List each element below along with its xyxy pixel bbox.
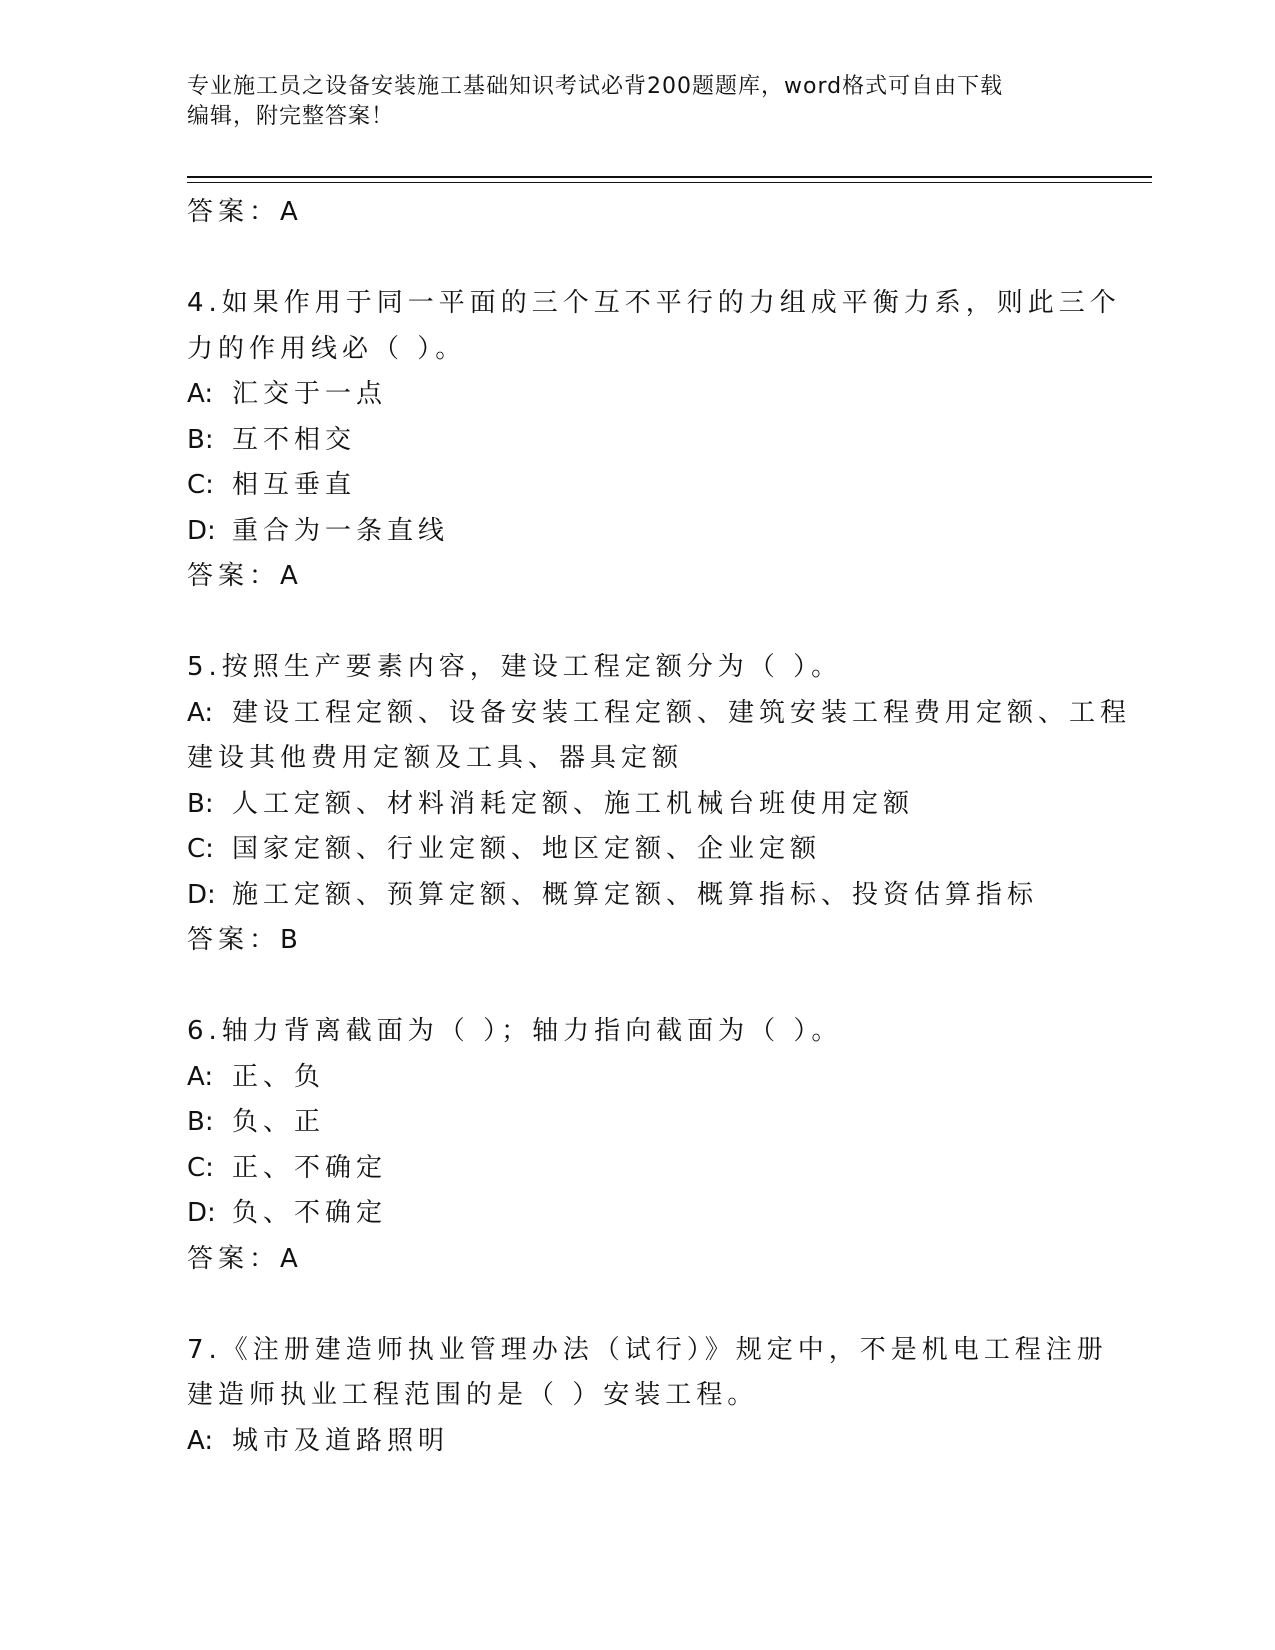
- option-letter: B:: [187, 1107, 214, 1137]
- answer-line: 答案：B: [187, 925, 303, 955]
- option-a: [187, 691, 1132, 737]
- option-text: 人工定额、材料消耗定额、施工机械台班使用定额: [232, 788, 915, 819]
- question-list: [187, 190, 1132, 1464]
- option-b: [187, 1100, 1087, 1146]
- question-stem: 5.按照生产要素内容，建设工程定额分为（ ）。: [187, 652, 843, 682]
- page-header: [187, 72, 1087, 132]
- option-letter: C:: [187, 470, 214, 500]
- question-stem: 4.如果作用于同一平面的三个互不平行的力组成平衡力系，则此三个: [187, 288, 1121, 318]
- option-a: [187, 372, 1087, 418]
- question-6: [187, 1009, 1087, 1282]
- question-stem: 建造师执业工程范围的是（ ）安装工程。: [187, 1380, 759, 1410]
- option-letter: C:: [187, 1152, 214, 1183]
- question-stem: 6.轴力背离截面为（ ）；轴力指向截面为（ ）。: [187, 1016, 843, 1046]
- option-letter: D:: [187, 515, 216, 546]
- option-text: 重合为一条直线: [232, 515, 450, 546]
- question-5: [187, 645, 1132, 964]
- header-line-1: 专业施工员之设备安装施工基础知识考试必背200题题库，word格式可自由下载: [187, 74, 1004, 99]
- header-rule-thin: [187, 182, 1152, 183]
- answer-line: 答案：A: [187, 561, 303, 591]
- option-text: 正、不确定: [232, 1152, 388, 1183]
- option-text: 国家定额、行业定额、地区定额、企业定额: [232, 834, 822, 864]
- option-text: 建设工程定额、设备安装工程定额、建筑安装工程费用定额、工程: [232, 697, 1132, 728]
- option-c: [187, 827, 1087, 873]
- option-d: [187, 1191, 1087, 1237]
- option-letter: A:: [187, 379, 214, 409]
- option-text: 正、负: [232, 1061, 326, 1092]
- option-letter: C:: [187, 834, 214, 864]
- option-c: [187, 1146, 1087, 1192]
- option-c: [187, 463, 1087, 509]
- option-text: 汇交于一点: [232, 379, 388, 409]
- option-a: [187, 1419, 1087, 1465]
- option-d: [187, 509, 1087, 555]
- option-b: [187, 418, 1087, 464]
- header-rule-thick: [187, 176, 1152, 178]
- option-letter: A:: [187, 697, 214, 728]
- spacer: [187, 600, 1087, 646]
- option-text: 城市及道路照明: [232, 1425, 450, 1456]
- spacer: [187, 1282, 1087, 1328]
- option-letter: B:: [187, 788, 214, 819]
- option-text: 负、正: [232, 1107, 326, 1137]
- spacer: [187, 964, 1087, 1010]
- option-b: [187, 782, 1087, 828]
- question-stem: 7.《注册建造师执业管理办法（试行）》规定中，不是机电工程注册: [187, 1334, 1108, 1365]
- option-a-continued: 建设其他费用定额及工具、器具定额: [187, 743, 684, 773]
- option-d: [187, 873, 1087, 919]
- option-letter: B:: [187, 424, 214, 455]
- option-letter: A:: [187, 1425, 214, 1456]
- option-letter: D:: [187, 1198, 216, 1228]
- header-line-2: 编辑，附完整答案！: [187, 104, 395, 129]
- answer-line: 答案：A: [187, 1243, 303, 1274]
- answer-line: 答案：A: [187, 197, 303, 227]
- option-letter: D:: [187, 879, 216, 910]
- question-stem: 力的作用线必（ ）。: [187, 333, 467, 364]
- option-a: [187, 1055, 1087, 1101]
- option-text: 施工定额、预算定额、概算定额、概算指标、投资估算指标: [232, 879, 1039, 910]
- spacer: [187, 236, 1087, 282]
- question-7: [187, 1328, 1108, 1465]
- option-text: 相互垂直: [232, 470, 357, 500]
- option-text: 互不相交: [232, 424, 357, 455]
- question-4: [187, 281, 1121, 600]
- option-text: 负、不确定: [232, 1198, 388, 1228]
- option-letter: A:: [187, 1061, 214, 1092]
